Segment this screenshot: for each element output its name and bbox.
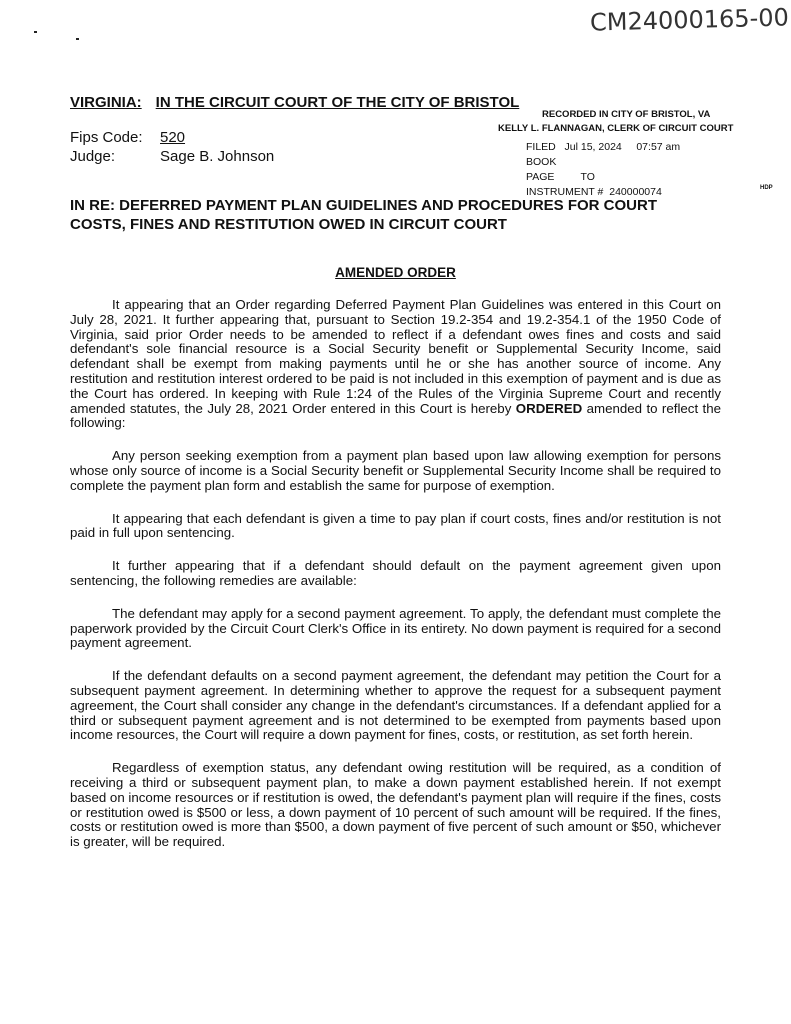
paragraph: It further appearing that if a defendant should default on the payment agreement given upon sentencing, the following remedies are available: xyxy=(70,558,721,588)
paragraph-1-text: It appearing that an Order regarding Deferred Payment Plan Guidelines was entered in this Court on July 28, 2021. It further appearing that, pursuant to Section 19.2-354 and 19.2-354.1 of the 1950 Code of Virginia, said prior Order needs to be amended to reflect if a defendant owes fines and costs and said defendant's sole financial resource is a Social Security benefit or Supplemental Security Income, said defendant shall be exempt from making payments until he or she has another source of income. Any restitution and restitution interest ordered to be paid is not included in this exemption of payment and is due as the Court has ordered. In keeping with Rule 1:24 of the Rules of the Virginia Supreme Court and recently amended statutes, the July 28, 2021 Order entered in this Court is hereby xyxy=(70,297,721,416)
fips-value: 520 xyxy=(160,129,186,146)
judge-row xyxy=(70,147,274,166)
judge-value: Sage B. Johnson xyxy=(160,148,275,165)
paragraph: It appearing that each defendant is given a time to pay plan if court costs, fines and/or restitution is not paid in full upon sentencing. xyxy=(70,510,721,541)
stamp-book-row xyxy=(526,155,680,170)
scan-speck xyxy=(76,38,79,40)
stamp-instrument-number: 240000074 xyxy=(609,186,662,198)
stamp-instrument-label: INSTRUMENT # xyxy=(526,186,604,198)
in-re-heading: IN RE: DEFERRED PAYMENT PLAN GUIDELINES AND PROCEDURES FOR COURT COSTS, FINES AND RESTITUTION OWED IN CIRCUIT COURT xyxy=(70,197,657,233)
stamp-initials: HDP xyxy=(760,185,773,191)
filing-stamp-details xyxy=(526,140,680,200)
case-meta xyxy=(70,128,274,166)
court-heading xyxy=(70,94,519,111)
paragraph-1-tail: amended to reflect the following: xyxy=(70,400,721,431)
stamp-filed-label: FILED xyxy=(526,141,556,153)
fips-label: Fips Code: xyxy=(70,129,143,146)
fips-row xyxy=(70,128,274,147)
paragraph: Any person seeking exemption from a payment plan based upon law allowing exemption for persons whose only source of income is a Social Security benefit or Supplemental Security Income shall be required to complete the payment plan form and establish the same for purpose of exemption. xyxy=(70,448,721,493)
ordered-emphasis: ORDERED xyxy=(515,400,583,416)
stamp-to-label: TO xyxy=(580,171,595,183)
paragraph: The defendant may apply for a second payment agreement. To apply, the defendant must complete the paperwork provided by the Circuit Court Clerk's Office in its entirety. No down payment is required for a second payment agreement. xyxy=(70,605,721,651)
stamp-recorded-line: RECORDED IN CITY OF BRISTOL, VA xyxy=(542,109,711,120)
court-name: IN THE CIRCUIT COURT OF THE CITY OF BRISTOL xyxy=(155,94,520,111)
stamp-book-label: BOOK xyxy=(526,156,557,168)
paragraph: If the defendant defaults on a second payment agreement, the defendant may petition the Court for a subsequent payment agreement. In determining whether to approve the request for a subsequent payment agreement, the Court shall consider any change in the defendant's circumstances. If a defendant applied for a third or subsequent payment agreement and is not determined to be exempted from payments based upon income resources, the Court will require a down payment for fines, costs, or restitution, as set forth herein. xyxy=(70,668,721,743)
jurisdiction: VIRGINIA: xyxy=(70,94,142,111)
paragraph xyxy=(70,298,721,431)
filing-stamp xyxy=(498,108,733,136)
order-body xyxy=(70,298,721,868)
stamp-filed-date: Jul 15, 2024 xyxy=(564,141,622,153)
paragraph: Regardless of exemption status, any defendant owing restitution will be required, as a condition of receiving a third or subsequent payment plan, to make a down payment established herein. If not exempt based on income resources or if restitution is owed, the defendant's payment plan will require if the fines, costs or restitution owed is $500 or less, a down payment of 10 percent of such amount will be required. If the fines, costs or restitution owed is more than $500, a down payment of five percent of such amount or $50, whichever is greater, will be required. xyxy=(70,760,721,850)
handwritten-case-number: CM24000165-00 xyxy=(589,3,790,37)
judge-label: Judge: xyxy=(70,148,116,165)
stamp-filed-time: 07:57 am xyxy=(636,141,681,153)
stamp-page-row xyxy=(526,170,680,185)
stamp-page-label: PAGE xyxy=(526,171,555,183)
stamp-filed-row xyxy=(526,140,680,155)
order-title: AMENDED ORDER xyxy=(335,265,456,280)
stamp-clerk-line: KELLY L. FLANNAGAN, CLERK OF CIRCUIT COURT xyxy=(498,123,734,134)
scan-speck xyxy=(34,31,37,33)
